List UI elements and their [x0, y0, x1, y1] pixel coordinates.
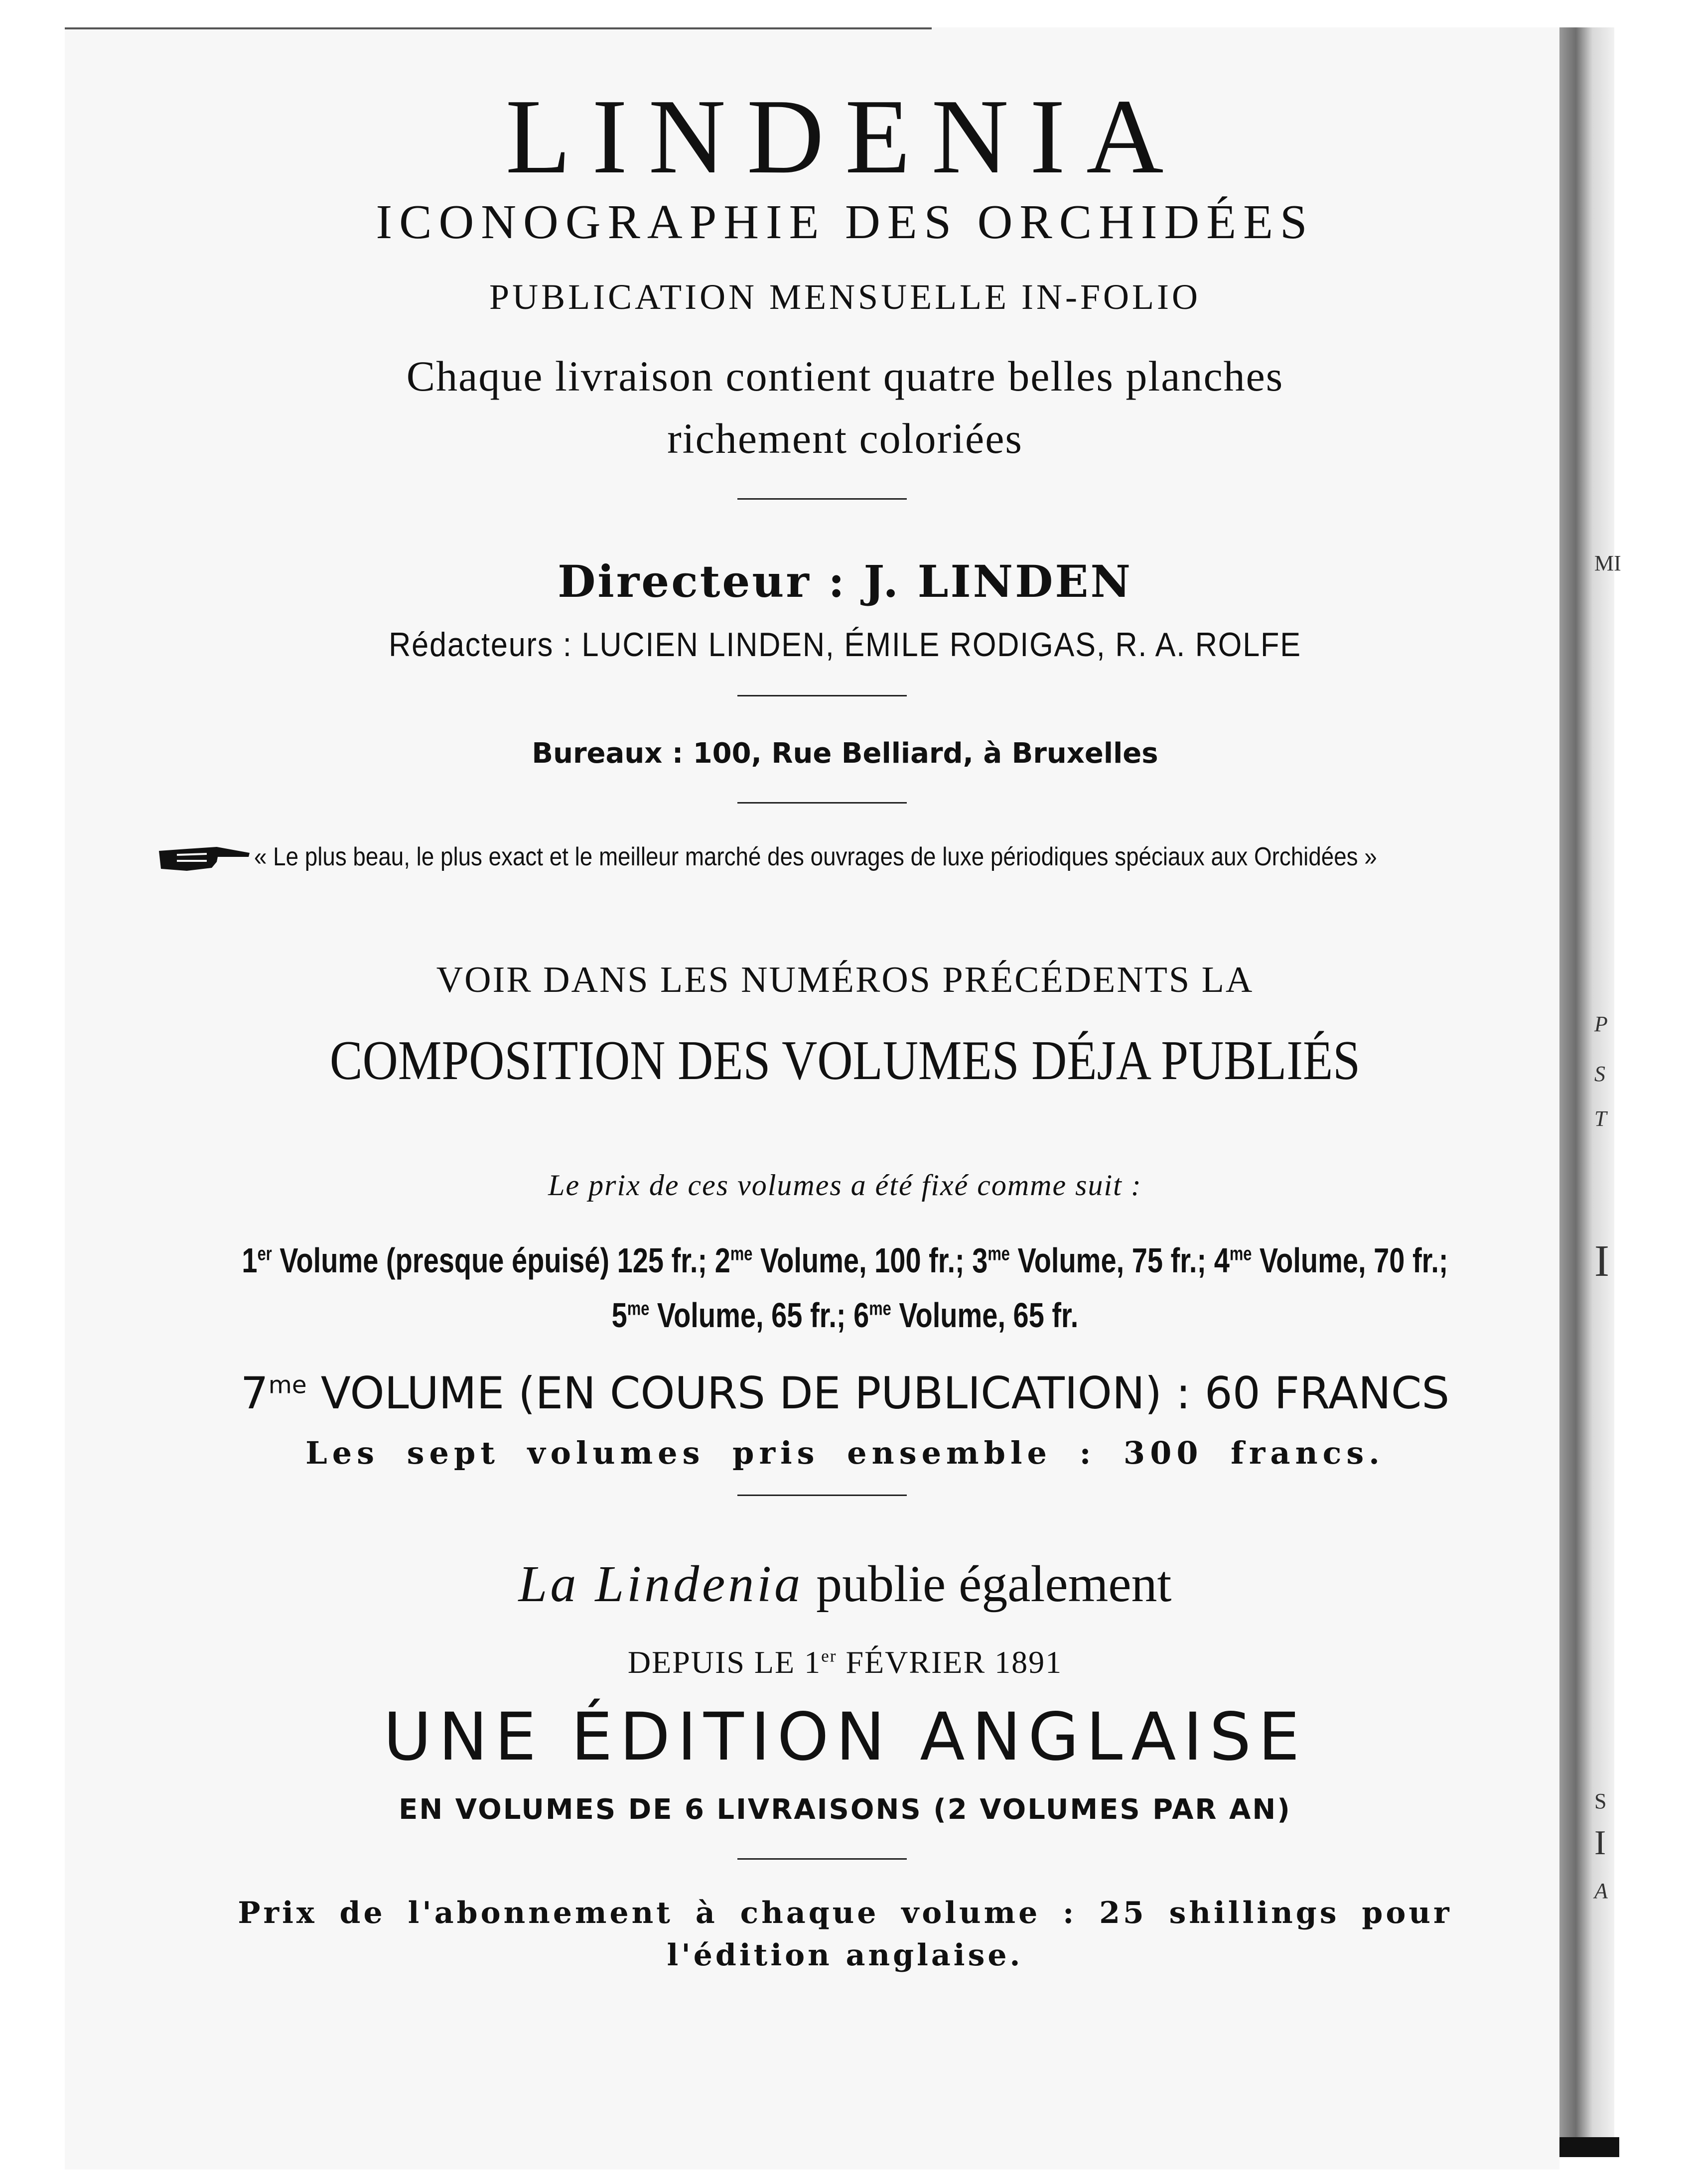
margin-fragment: T: [1594, 1106, 1607, 1131]
price-intro: Le prix de ces volumes a été fixé comme suit :: [548, 1169, 1142, 1202]
margin-fragment: S: [1594, 1062, 1605, 1086]
subscription-price-line-1: Prix de l'abonnement à chaque volume : 25 shillings pour: [238, 1896, 1452, 1930]
english-edition-intro: La Lindenia publie également: [518, 1555, 1172, 1613]
margin-fragment: A: [1594, 1879, 1608, 1903]
page-title: LINDENIA: [505, 77, 1185, 196]
margin-fragment: I: [1594, 1824, 1606, 1862]
divider-rule: [737, 695, 907, 696]
divider-rule: [737, 802, 907, 804]
binding-shadow: [1559, 2137, 1619, 2157]
praise-quote: « Le plus beau, le plus exact et le meilleur marché des ouvrages de luxe périodiques spéciaux aux Orchidées »: [254, 842, 1377, 871]
volume-7-price: $7^{me}$ VOLUME (EN COURS DE PUBLICATION) : 60 FRANCS: [240, 1367, 1450, 1419]
since-date: DEPUIS LE 1er FÉVRIER 1891: [627, 1644, 1063, 1680]
margin-fragment: I: [1594, 1236, 1609, 1286]
subscription-price-line-2: l'édition anglaise.: [667, 1938, 1023, 1973]
office-address: Bureaux : 100, Rue Belliard, à Bruxelles: [532, 737, 1158, 770]
margin-fragment: P: [1594, 1012, 1608, 1036]
top-edge-rule: [65, 27, 932, 29]
description-line-2: richement coloriées: [667, 414, 1023, 462]
all-volumes-price: Les sept volumes pris ensemble : 300 francs.: [305, 1435, 1385, 1471]
publication-line: PUBLICATION MENSUELLE IN-FOLIO: [489, 277, 1201, 317]
english-edition-heading: UNE ÉDITION ANGLAISE: [383, 1699, 1307, 1775]
page-subtitle: ICONOGRAPHIE DES ORCHIDÉES: [376, 195, 1314, 249]
volume-prices-line-2: $5^{me}$ Volume, 65 fr.; $6^{me}$ Volume, 65 fr.: [611, 1296, 1079, 1335]
lindenia-italic: La Lindenia: [518, 1555, 804, 1613]
divider-rule: [737, 1858, 907, 1860]
scanned-page: [65, 27, 1559, 2170]
volume-prices-line-1: 1er Volume (presque épuisé) 125 fr.; $2^{me}$ Volume, 100 fr.; $3^{me}$ Volume, 75 fr.; $4^{me}$ Volume, 70 fr.;: [242, 1241, 1448, 1280]
editors-line: Rédacteurs : LUCIEN LINDEN, ÉMILE RODIGAS, R. A. ROLFE: [389, 626, 1301, 664]
margin-fragment: S: [1594, 1789, 1607, 1813]
volumes-heading: COMPOSITION DES VOLUMES DÉJA PUBLIÉS: [329, 1030, 1361, 1092]
description-line-1: Chaque livraison contient quatre belles planches: [406, 352, 1284, 400]
english-edition-volumes: EN VOLUMES DE 6 LIVRAISONS (2 VOLUMES PAR AN): [399, 1793, 1291, 1826]
pointing-hand-icon: [157, 842, 252, 877]
volumes-intro: VOIR DANS LES NUMÉROS PRÉCÉDENTS LA: [436, 959, 1254, 1000]
divider-rule: [737, 498, 907, 500]
margin-fragment: MI: [1594, 551, 1621, 575]
director-line: Directeur : J. LINDEN: [558, 555, 1132, 607]
divider-rule: [737, 1495, 907, 1496]
